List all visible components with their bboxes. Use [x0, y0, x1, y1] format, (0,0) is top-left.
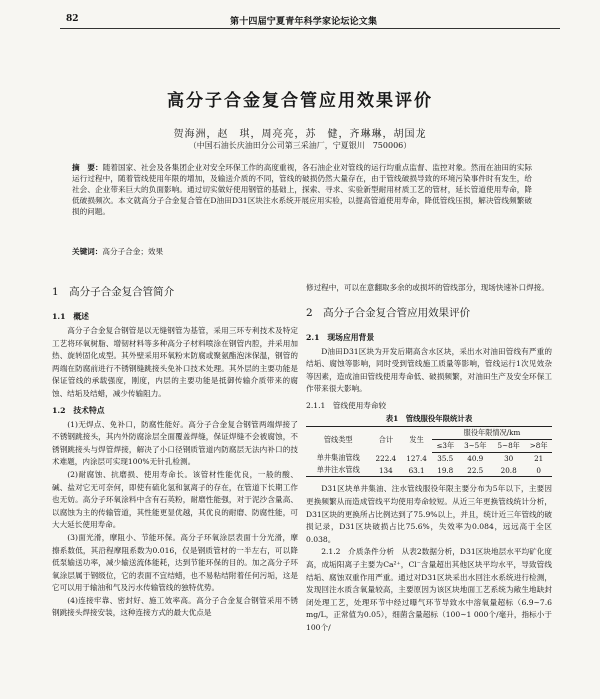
cell-bin: 40.9 — [467, 454, 484, 464]
author-list: 贺海洲，赵 琪，周亮亮，苏 健，齐琳琳，胡国龙 — [173, 129, 427, 140]
table-1-title: 表1 管线服役年限统计表 — [385, 413, 473, 423]
feature-paragraph-1: (1)无焊点、免补口，防腐性能好。高分子合金复合钢管两端焊接了不锈钢跳接头，其内外防腐涂层全面覆盖焊缝，保证焊缝不会被腐蚀，不锈钢跳接头与焊管焊接，解决了小口径钢质管道内防腐层无法内补口的技术难题，内涂层可实现100%无针孔检测。 — [52, 419, 298, 467]
feature-paragraph-4: (4)连接牢靠、密封好、施工效率高。高分子合金复合钢管采用不锈钢跳接头焊接安装，这种连接方式的最大优点是 — [52, 595, 298, 618]
col-header-total: 合计 — [370, 426, 401, 452]
cell-total: 134 — [370, 464, 401, 477]
medium-analysis-paragraph: 2.1.2 介质条件分析 从表2数据分析，D31区块地层水平均矿化度高，成垢阳离子主要为Ca²⁺，Cl⁻含量超出其他区块平均水平，导致管线结垢、腐蚀双重作用严重。通过对D31区块采出水回注水系统进行检测，发现回注水质含氧量较高，主要原因为该区块地面工艺系统为敞生地缺封闭处理工艺，处理环节中经过曝气环节导致水中溶氧量超标（6.9~7.6 mg/L，正常值为0.05），细菌含量超标（100~1 000个/毫升，指标小于100个/ — [306, 547, 552, 632]
cell-failed: 127.4 — [406, 453, 427, 463]
affiliation: （中国石油长庆油田分公司第三采油厂，宁夏银川 750006） — [188, 141, 412, 150]
col-header-bin: >8年 — [525, 439, 552, 452]
right-column — [306, 282, 552, 635]
col-header-group: 服役年限情况/km — [432, 426, 552, 439]
running-header: 第十四届宁夏青年科学家论坛论文集 — [230, 17, 378, 27]
service-analysis-paragraph: D31区块单井集油、注水管线服役年限主要分布为5年以下，主要因更换频繁从而造成管线平均使用寿命较短。从近三年更换管线统计分析，D31区块的更换所占比例达到了75.9%以上，并且，统计近三年管线的破损记录，D31区块破损占比75.6%，失效率为0.084，远远高于全区0.038。 — [306, 484, 552, 544]
continued-paragraph: 修过程中，可以在意翻取多余的或损坏的管线部分，现场快速补口焊接。 — [306, 283, 549, 292]
col-header-failed: 发生 — [401, 426, 432, 452]
paper-title: 高分子合金复合管应用效果评价 — [167, 91, 433, 111]
feature-paragraph-2: (2)耐腐蚀、抗磨损、使用寿命长。该管材性能优良，一般的酸、碱、盐对它无可奈何，即使有硫化氢和氯离子的存在，在管道下长期工作也无妨。高分子环氧涂料中含有石英粉，耐磨性能强，对于泥沙含量高、以腐蚀为主的传输管道，其性能更显优越，其优良的耐磨、防腐性能，可大大延长使用寿命。 — [52, 469, 298, 530]
cell-bin: 30 — [504, 454, 514, 464]
section-2-1-paragraph: D油田D31区块为开发后期高含水区块，采出水对油田管线有严重的结垢、腐蚀等影响，同时受到管线施工质量等影响，管线运行1次见效杂等因素，造成油田管线使用寿命低、破损频繁，对油田生产及安全环保工作带来很大影响。 — [306, 346, 552, 394]
header-rule — [60, 28, 560, 29]
left-column — [52, 282, 298, 620]
feature-paragraph-3: (3)面光滑，摩阻小、节能环保。高分子环氧涂层表面十分光滑，摩擦系数低，其沿程摩阻系数为0.016，仅是钢质管材的一半左右，可以降低泵输送功率，减少输送流体能耗，达到节能环保的目的。加之高分子环氧涂层属于钢级位，它的表面不宜结蜡，也不易粘结附着任何污垢，这是它可以用于输油和气及污水传输管线的独特优势。 — [52, 532, 298, 593]
cell-failed: 63.1 — [401, 464, 432, 477]
col-header-bin: ≤3年 — [432, 439, 459, 452]
keywords-text: 高分子合金；效果 — [102, 247, 164, 256]
section-1-1-paragraph: 高分子合金复合钢管是以无缝钢管为基管，采用三环专利技术及特定工艺将环氧树脂、增韧材料等多种高分子材料喷涂在钢管内腔，并采用加热、旋转固化成型。其外壁采用环氧粉末防腐或聚氨酯泡沫保温，钢管的两端在防腐前进行不锈钢缝跳接头免补口技术处理。其外层的主要功能是保证管线的承载强度，刚度，内层的主要功能是抵御传输介质带来的腐蚀、结垢及结蜡，减少传输阻力。 — [52, 326, 298, 398]
section-1-heading: 1 高分子合金复合管简介 — [52, 286, 175, 298]
section-1-1-heading: 1.1 概述 — [52, 312, 89, 321]
col-header-type: 管线类型 — [306, 426, 370, 452]
cell-bin: 19.8 — [432, 464, 459, 477]
cell-total: 222.4 — [375, 453, 397, 463]
table-row — [306, 452, 552, 464]
cell-type: 单井集油管线 — [316, 453, 360, 463]
section-1-2-heading: 1.2 技术特点 — [52, 405, 105, 415]
page-number: 82 — [66, 14, 79, 24]
cell-bin: 21 — [534, 454, 544, 464]
abstract — [72, 162, 532, 217]
section-2-1-1-heading: 2.1.1 管线使用寿命较 — [306, 400, 387, 410]
section-2-1-heading: 2.1 现场应用背景 — [306, 332, 375, 342]
col-header-bin: 5~8年 — [492, 439, 525, 452]
abstract-label: 摘 要： — [72, 163, 103, 172]
service-years-table — [306, 426, 552, 478]
abstract-text: 随着国家、社会及各集团企业对安全环保工作的高度重视，各石油企业对管线的运行均重点监督、监控对象。然而在油田的实际运行过程中，随着管线使用年限的增加，及输送介质的不同，管线的破损仍然大量存在，由于管线破损导致的环境污染事件时有发生，给社会、企业带来巨大的负面影响。通过切实做好使用钢管的基础上，探索、寻求、实验新型耐用材质工艺的管材，延长管道使用寿命，降低破损频次。本文就高分子合金复合管在D油田D31区块注水系统开展应用实验，以提高管道使用寿命，降低管线压损，解决管线频繁破损的问题。 — [72, 163, 532, 216]
cell-bin: 20.8 — [492, 464, 525, 477]
keywords-label: 关键词： — [72, 247, 103, 256]
col-header-bin: 3~5年 — [459, 439, 492, 452]
cell-bin: 22.5 — [459, 464, 492, 477]
cell-bin: 35.5 — [437, 454, 454, 464]
table-row — [306, 464, 552, 477]
keywords — [72, 246, 163, 257]
cell-type: 单井注水管线 — [306, 464, 370, 477]
section-2-heading: 2 高分子合金复合管应用效果评价 — [306, 306, 471, 319]
cell-bin: 0 — [525, 464, 552, 477]
